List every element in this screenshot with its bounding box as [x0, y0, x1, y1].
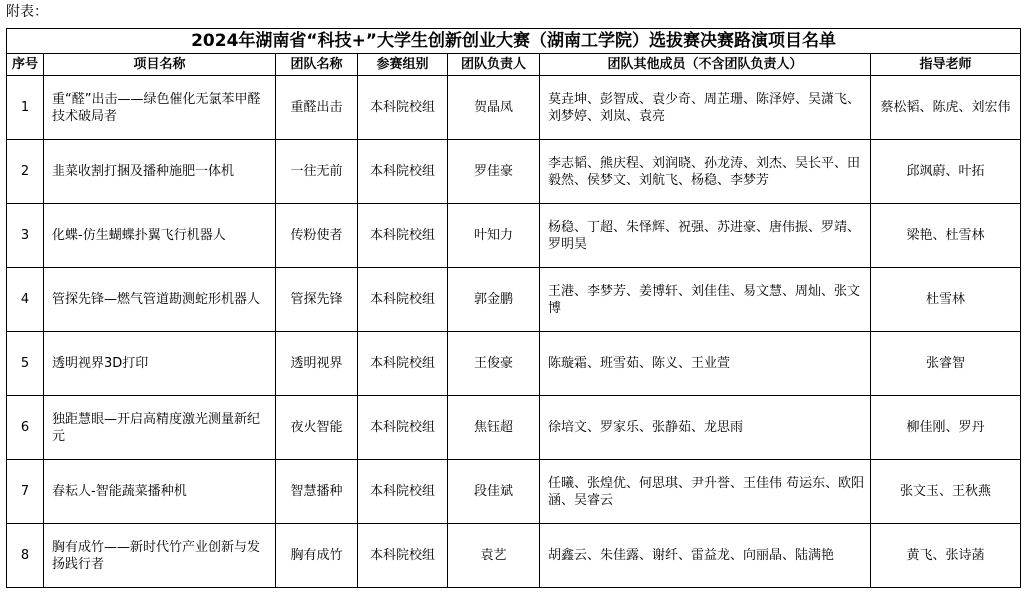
table-row	[7, 396, 1021, 460]
cell-advisor: 张文玉、王秋燕	[871, 460, 1021, 524]
cell-advisor: 黄飞、张诗菡	[871, 524, 1021, 588]
cell-team-name: 重醛出击	[276, 76, 358, 140]
cell-team-name: 胸有成竹	[276, 524, 358, 588]
cell-project-name: 春耘人-智能蔬菜播种机	[44, 460, 276, 524]
project-list-table	[6, 28, 1021, 588]
cell-team-leader: 贺晶凤	[448, 76, 540, 140]
header-project-name: 项目名称	[44, 54, 276, 76]
cell-team-members: 陈璇霜、班雪茹、陈义、王业萱	[540, 332, 871, 396]
cell-index: 1	[7, 76, 44, 140]
cell-index: 7	[7, 460, 44, 524]
cell-team-name: 一往无前	[276, 140, 358, 204]
cell-team-leader: 袁艺	[448, 524, 540, 588]
cell-project-name: 透明视界3D打印	[44, 332, 276, 396]
cell-team-name: 智慧播种	[276, 460, 358, 524]
cell-team-leader: 焦钰超	[448, 396, 540, 460]
cell-index: 2	[7, 140, 44, 204]
cell-team-members: 王港、李梦芳、姜博轩、刘佳佳、易文慧、周灿、张文博	[540, 268, 871, 332]
table-header-row	[7, 54, 1021, 76]
header-team-name: 团队名称	[276, 54, 358, 76]
cell-project-name: 管探先锋—燃气管道勘测蛇形机器人	[44, 268, 276, 332]
cell-project-name: 重“醛”出击——绿色催化无氯苯甲醛技术破局者	[44, 76, 276, 140]
cell-category: 本科院校组	[358, 396, 448, 460]
cell-advisor: 张睿智	[871, 332, 1021, 396]
cell-advisor: 蔡松韬、陈虎、刘宏伟	[871, 76, 1021, 140]
cell-category: 本科院校组	[358, 204, 448, 268]
cell-team-name: 传粉使者	[276, 204, 358, 268]
cell-category: 本科院校组	[358, 268, 448, 332]
cell-team-members: 杨稳、丁超、朱怿辉、祝强、苏进豪、唐伟振、罗靖、罗明昊	[540, 204, 871, 268]
header-index: 序号	[7, 54, 44, 76]
cell-team-name: 透明视界	[276, 332, 358, 396]
cell-project-name: 独距慧眼—开启高精度激光测量新纪元	[44, 396, 276, 460]
cell-index: 3	[7, 204, 44, 268]
cell-category: 本科院校组	[358, 140, 448, 204]
header-category: 参赛组别	[358, 54, 448, 76]
header-advisor: 指导老师	[871, 54, 1021, 76]
cell-team-members: 莫垚坤、彭智成、袁少奇、周芷珊、陈泽婷、吴潇飞、刘梦婷、刘岚、袁亮	[540, 76, 871, 140]
cell-advisor: 梁艳、杜雪林	[871, 204, 1021, 268]
cell-team-name: 夜火智能	[276, 396, 358, 460]
cell-team-members: 徐培文、罗家乐、张静茹、龙思雨	[540, 396, 871, 460]
cell-advisor: 柳佳刚、罗丹	[871, 396, 1021, 460]
cell-project-name: 胸有成竹——新时代竹产业创新与发扬践行者	[44, 524, 276, 588]
cell-category: 本科院校组	[358, 76, 448, 140]
table-row	[7, 332, 1021, 396]
header-team-leader: 团队负责人	[448, 54, 540, 76]
cell-team-members: 任曦、张煌优、何思琪、尹升誉、王佳伟 苟运东、欧阳涵、吴睿云	[540, 460, 871, 524]
cell-category: 本科院校组	[358, 332, 448, 396]
appendix-label: 附表：	[6, 4, 48, 20]
table-row	[7, 204, 1021, 268]
cell-index: 4	[7, 268, 44, 332]
table-title-row	[7, 29, 1021, 54]
table-row	[7, 460, 1021, 524]
header-team-members: 团队其他成员（不含团队负责人）	[540, 54, 871, 76]
cell-team-members: 李志韬、熊庆程、刘润晓、孙龙涛、刘杰、吴长平、田毅然、侯梦文、刘航飞、杨稳、李梦芳	[540, 140, 871, 204]
cell-advisor: 杜雪林	[871, 268, 1021, 332]
cell-team-name: 管探先锋	[276, 268, 358, 332]
cell-index: 8	[7, 524, 44, 588]
cell-project-name: 化蝶-仿生蝴蝶扑翼飞行机器人	[44, 204, 276, 268]
cell-category: 本科院校组	[358, 524, 448, 588]
cell-team-leader: 段佳斌	[448, 460, 540, 524]
cell-team-leader: 王俊豪	[448, 332, 540, 396]
table-row	[7, 268, 1021, 332]
cell-project-name: 韭菜收割打捆及播种施肥一体机	[44, 140, 276, 204]
cell-team-leader: 叶知力	[448, 204, 540, 268]
cell-advisor: 邱飒蔚、叶拓	[871, 140, 1021, 204]
cell-team-leader: 郭金鹏	[448, 268, 540, 332]
cell-index: 6	[7, 396, 44, 460]
table-title: 2024年湖南省“科技+”大学生创新创业大赛（湖南工学院）选拔赛决赛路演项目名单	[7, 29, 1021, 54]
cell-team-leader: 罗佳豪	[448, 140, 540, 204]
cell-index: 5	[7, 332, 44, 396]
table-row	[7, 140, 1021, 204]
cell-category: 本科院校组	[358, 460, 448, 524]
table-row	[7, 524, 1021, 588]
cell-team-members: 胡鑫云、朱佳露、谢纤、雷益龙、向丽晶、陆满艳	[540, 524, 871, 588]
table-row	[7, 76, 1021, 140]
